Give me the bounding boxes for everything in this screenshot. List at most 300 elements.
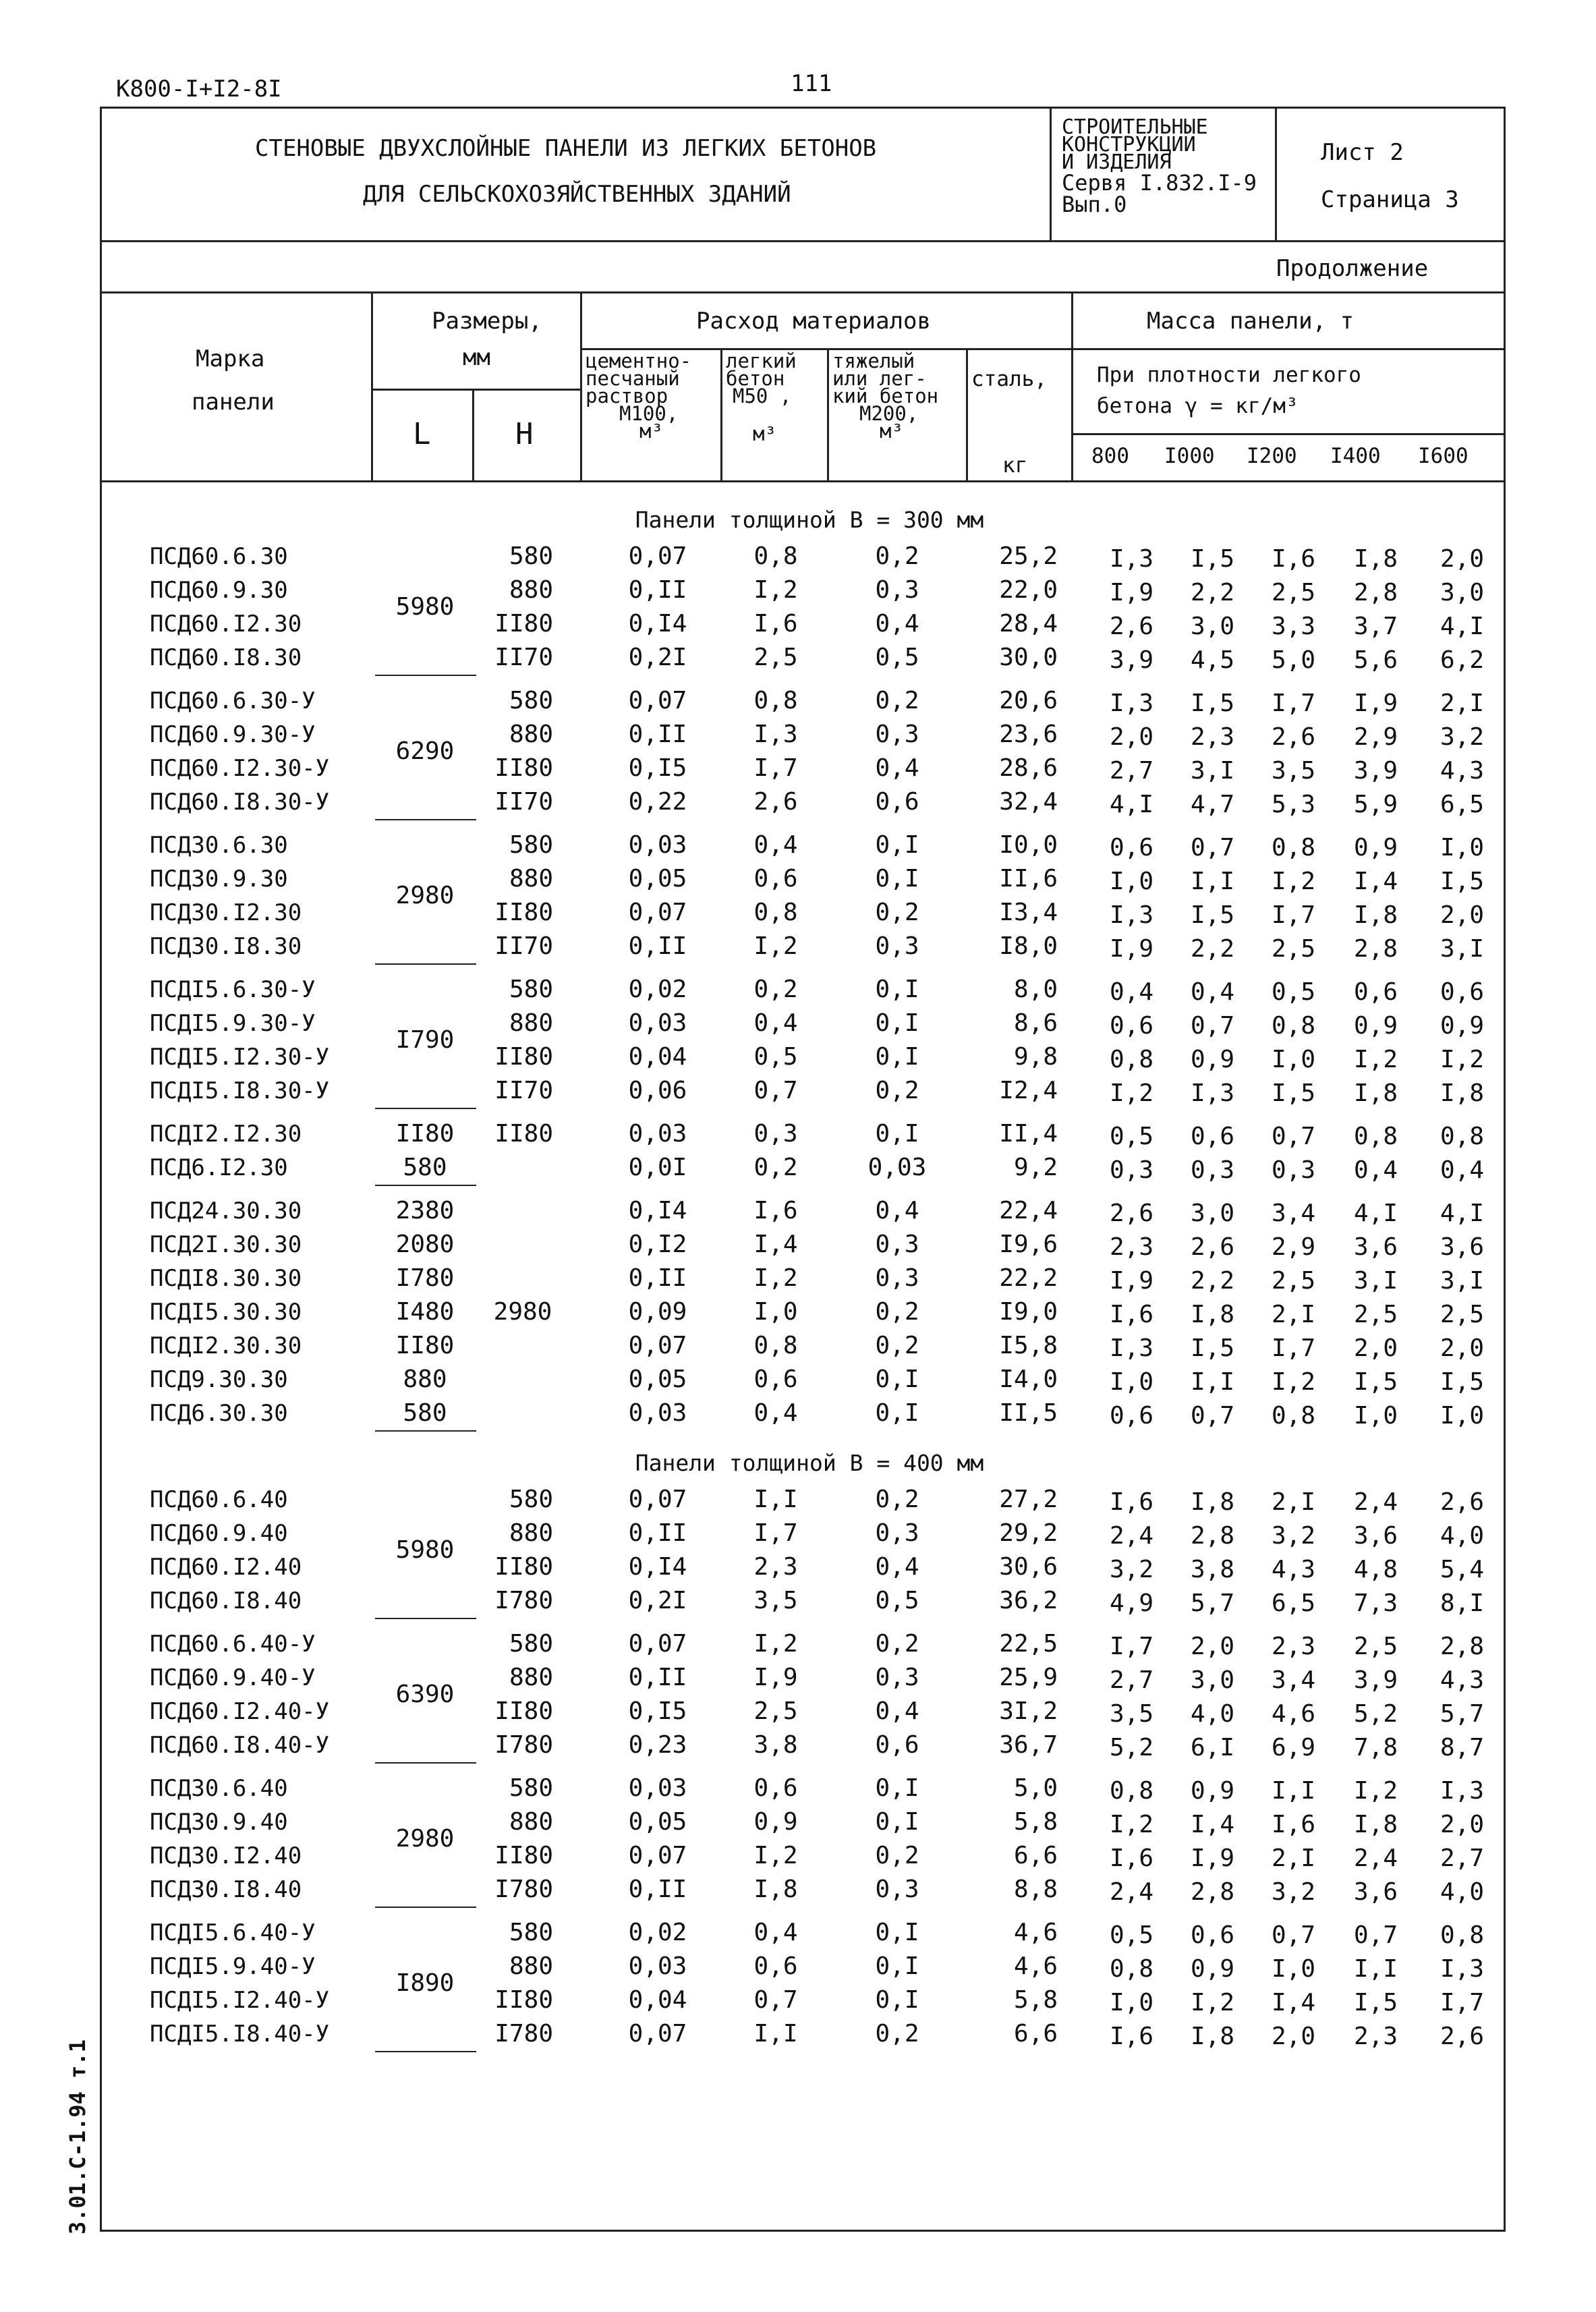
mass-value: 4,3 [1440, 757, 1484, 785]
material-value: 0,04 [628, 1043, 687, 1071]
mass-value: I,9 [1190, 1844, 1234, 1872]
material-value: 0,6 [753, 1774, 798, 1802]
material-value: 0,03 [628, 1399, 687, 1427]
material-value: 0,I5 [628, 1697, 687, 1725]
mass-value: 5,0 [1271, 646, 1315, 674]
header-H: H [515, 417, 534, 451]
mass-value: 0,6 [1440, 978, 1484, 1006]
header-steel-unit: кг [1002, 453, 1028, 478]
material-value: I,2 [753, 576, 798, 604]
mass-value: 6,I [1190, 1734, 1234, 1761]
height-value: 880 [509, 865, 553, 893]
height-value: 880 [509, 1808, 553, 1836]
material-value: 2,5 [753, 1697, 798, 1725]
material-value: 5,0 [1013, 1774, 1058, 1802]
mass-value: I,0 [1109, 1989, 1153, 2017]
header-sub-line-2 [371, 389, 580, 391]
mass-value: 7,8 [1353, 1734, 1398, 1761]
mass-value: 0,5 [1271, 978, 1315, 1006]
material-value: 0,II [628, 1876, 687, 1903]
material-value: 5,8 [1013, 1986, 1058, 2014]
material-value: 0,07 [628, 1332, 687, 1359]
mass-value: 2,5 [1271, 1267, 1315, 1295]
header-cement-line: песчаный [586, 367, 680, 390]
material-value: 20,6 [999, 687, 1058, 714]
mass-value: 0,4 [1109, 978, 1153, 1006]
mass-value: 2,0 [1440, 901, 1484, 929]
mass-value: 5,6 [1353, 646, 1398, 674]
mass-value: 0,4 [1440, 1156, 1484, 1184]
group-separator [375, 963, 476, 965]
material-value: I3,4 [999, 899, 1058, 926]
material-value: 0,8 [753, 542, 798, 570]
mass-value: 8,I [1440, 1589, 1484, 1617]
mass-value: I,3 [1109, 901, 1153, 929]
height-value: II70 [494, 1077, 553, 1104]
mass-value: 4,3 [1271, 1556, 1315, 1583]
mass-value: I,5 [1190, 1334, 1234, 1362]
material-value: I0,0 [999, 831, 1058, 859]
mass-value: 2,5 [1353, 1633, 1398, 1660]
material-value: 0,8 [753, 687, 798, 714]
mass-value: 2,I [1271, 1301, 1315, 1328]
mass-value: 0,6 [1109, 1402, 1153, 1430]
material-value: 0,6 [753, 1952, 798, 1980]
mass-value: 2,7 [1440, 1844, 1484, 1872]
material-value: 0,03 [628, 1009, 687, 1037]
panel-mark: ПСДI5.9.30-У [150, 1010, 316, 1037]
header-dens-800: 800 [1091, 444, 1129, 468]
mass-value: I,7 [1109, 1633, 1153, 1660]
material-value: 0,II [628, 1519, 687, 1547]
mass-value: I,3 [1440, 1777, 1484, 1805]
panel-mark: ПСД30.I8.30 [150, 933, 302, 960]
col-line-L [472, 389, 474, 480]
mass-value: 2,4 [1353, 1488, 1398, 1516]
material-value: 0,04 [628, 1986, 687, 2014]
height-value: I780 [494, 1731, 553, 1759]
panel-mark: ПСД2I.30.30 [150, 1231, 302, 1258]
mass-value: 2,I [1271, 1488, 1315, 1516]
material-value: I,3 [753, 721, 798, 748]
length-value: I780 [395, 1264, 455, 1292]
height-value: I780 [494, 1876, 553, 1903]
mass-value: I,I [1271, 1777, 1315, 1805]
material-value: 0,07 [628, 687, 687, 714]
height-value: II80 [494, 1697, 553, 1725]
mass-value: I,7 [1440, 1989, 1484, 2017]
mass-value: I,4 [1353, 868, 1398, 895]
mass-value: I,I [1353, 1955, 1398, 1983]
mass-value: 2,7 [1109, 1666, 1153, 1694]
material-value: I4,0 [999, 1365, 1058, 1393]
material-value: 0,2 [875, 1332, 919, 1359]
material-value: II,6 [999, 865, 1058, 893]
material-value: 0,I [875, 1009, 919, 1037]
header-light-line: м³ [753, 422, 776, 445]
mass-value: I,2 [1109, 1811, 1153, 1838]
mass-value: I,4 [1190, 1811, 1234, 1838]
material-value: 0,02 [628, 976, 687, 1003]
panel-mark: ПСД60.9.30 [150, 577, 288, 604]
mass-value: I,6 [1109, 2023, 1153, 2050]
mass-value: 5,2 [1353, 1700, 1398, 1728]
panel-mark: ПСДI5.I2.40-У [150, 1987, 330, 2014]
mass-value: I,4 [1271, 1989, 1315, 2017]
material-value: 0,07 [628, 1486, 687, 1513]
material-value: I9,0 [999, 1298, 1058, 1326]
mass-value: 4,3 [1440, 1666, 1484, 1694]
mass-value: I,5 [1440, 868, 1484, 895]
material-value: 0,05 [628, 865, 687, 893]
material-value: I,2 [753, 932, 798, 960]
length-value: 580 [403, 1399, 447, 1427]
material-value: 0,2 [875, 1077, 919, 1104]
series-line: Вып.0 [1062, 192, 1127, 217]
group-length: 2980 [395, 1825, 455, 1853]
material-value: 0,I [875, 1919, 919, 1946]
mass-value: 3,0 [1190, 1200, 1234, 1227]
mass-value: I,9 [1109, 1267, 1153, 1295]
mass-value: I,I [1190, 1368, 1234, 1396]
mass-value: I,3 [1109, 1334, 1153, 1362]
header-light-line: М50 , [733, 385, 792, 407]
group-separator [375, 819, 476, 820]
material-value: 0,03 [628, 831, 687, 859]
mass-value: 2,4 [1109, 1878, 1153, 1906]
mass-value: I,2 [1190, 1989, 1234, 2017]
material-value: 0,07 [628, 2020, 687, 2048]
material-value: 36,7 [999, 1731, 1058, 1759]
col-line-mark [371, 291, 373, 480]
mass-value: 0,9 [1353, 834, 1398, 862]
mass-value: 2,4 [1353, 1844, 1398, 1872]
mass-value: 5,7 [1440, 1700, 1484, 1728]
material-value: 2,6 [753, 788, 798, 816]
header-cement-line: м³ [639, 420, 663, 443]
length-value: I480 [395, 1298, 455, 1326]
group-separator [375, 1762, 476, 1764]
col-line-H [580, 291, 582, 480]
material-value: 0,2 [875, 899, 919, 926]
panel-mark: ПСД24.30.30 [150, 1197, 302, 1224]
material-value: 0,I [875, 1120, 919, 1148]
header-cement-line: цементно- [586, 349, 692, 372]
panel-mark: ПСДI5.I8.40-У [150, 2021, 330, 2048]
panel-mark: ПСД60.I8.40 [150, 1587, 302, 1614]
header-heavy-line: м³ [880, 420, 903, 443]
mass-value: 4,7 [1190, 791, 1234, 818]
material-value: 0,I [875, 831, 919, 859]
material-value: 29,2 [999, 1519, 1058, 1547]
material-value: 0,4 [875, 1553, 919, 1581]
mass-value: I,5 [1190, 901, 1234, 929]
mass-value: 0,7 [1271, 1123, 1315, 1150]
mass-value: 0,6 [1190, 1921, 1234, 1949]
material-value: 0,I [875, 1774, 919, 1802]
header-density-1: При плотности легкого [1097, 363, 1361, 387]
mass-value: 0,8 [1440, 1921, 1484, 1949]
col-line-cement [720, 348, 722, 480]
panel-mark: ПСДI5.6.40-У [150, 1919, 316, 1946]
height-value: 580 [509, 831, 553, 859]
continued-label: Продолжение [1276, 255, 1429, 282]
material-value: I,7 [753, 754, 798, 782]
material-value: 9,8 [1013, 1043, 1058, 1071]
mass-value: 3,6 [1353, 1878, 1398, 1906]
mass-value: I,8 [1353, 1079, 1398, 1107]
mass-value: I,9 [1109, 579, 1153, 607]
header-sizes-unit: мм [463, 344, 490, 371]
mass-value: 2,8 [1353, 935, 1398, 963]
material-value: 0,07 [628, 1842, 687, 1869]
height-value: 580 [509, 976, 553, 1003]
mass-value: 2,3 [1271, 1633, 1315, 1660]
mass-value: 0,6 [1353, 978, 1398, 1006]
height-value: II80 [494, 754, 553, 782]
material-value: 0,2I [628, 644, 687, 671]
mass-value: I,8 [1190, 2023, 1234, 2050]
mass-value: 2,2 [1190, 1267, 1234, 1295]
panel-mark: ПСД60.I2.30 [150, 611, 302, 638]
mass-value: 0,7 [1190, 1012, 1234, 1040]
mass-value: 3,6 [1353, 1233, 1398, 1261]
mass-value: 0,7 [1271, 1921, 1315, 1949]
group-length: I890 [395, 1969, 455, 1997]
header-light-line: легкий [726, 349, 797, 372]
material-value: 32,4 [999, 788, 1058, 816]
panel-mark: ПСД60.I8.30-У [150, 789, 330, 816]
height-value: 880 [509, 1519, 553, 1547]
material-value: 0,I [875, 1399, 919, 1427]
group-separator [375, 675, 476, 676]
panel-mark: ПСД60.6.30-У [150, 687, 316, 714]
group-length: 2980 [395, 882, 455, 909]
mass-value: 0,8 [1109, 1046, 1153, 1073]
material-value: 8,8 [1013, 1876, 1058, 1903]
material-value: 23,6 [999, 721, 1058, 748]
series-line: СТРОИТЕЛЬНЫЕ [1062, 115, 1208, 139]
material-value: 0,2 [875, 687, 919, 714]
group-length: 6290 [395, 737, 455, 765]
mass-value: 3,4 [1271, 1200, 1315, 1227]
panel-mark: ПСД30.9.40 [150, 1809, 288, 1836]
mass-value: 0,8 [1109, 1955, 1153, 1983]
mass-value: I,2 [1271, 868, 1315, 895]
header-heavy [832, 349, 939, 443]
height-value: 580 [509, 542, 553, 570]
material-value: 0,07 [628, 1630, 687, 1658]
mass-value: 2,I [1271, 1844, 1315, 1872]
material-value: 25,9 [999, 1664, 1058, 1691]
group-separator [375, 1430, 476, 1432]
header-L: L [413, 417, 431, 451]
mass-value: I,7 [1271, 901, 1315, 929]
header-mark-1: Марка [196, 345, 265, 372]
header-heavy-line: тяжелый [832, 349, 915, 372]
height-value: II80 [494, 1986, 553, 2014]
mass-value: 3,7 [1353, 613, 1398, 640]
mass-value: 2,0 [1271, 2023, 1315, 2050]
mass-value: 3,I [1440, 1267, 1484, 1295]
material-value: 0,I4 [628, 1197, 687, 1224]
height-value: II70 [494, 932, 553, 960]
group-length: 6390 [395, 1681, 455, 1708]
mass-value: 0,7 [1190, 1402, 1234, 1430]
mass-value: 4,5 [1190, 646, 1234, 674]
mass-value: I,9 [1353, 689, 1398, 717]
mass-value: I,2 [1109, 1079, 1153, 1107]
panel-mark: ПСД60.6.30 [150, 543, 288, 570]
mass-value: 0,9 [1190, 1777, 1234, 1805]
title-divider-1 [1050, 107, 1052, 242]
mass-value: 2,0 [1440, 1811, 1484, 1838]
material-value: 0,I4 [628, 610, 687, 638]
group-separator [375, 1108, 476, 1109]
material-value: 0,07 [628, 899, 687, 926]
material-value: 6,6 [1013, 1842, 1058, 1869]
mass-value: 4,I [1109, 791, 1153, 818]
mass-value: 3,0 [1440, 579, 1484, 607]
mass-value: 2,0 [1190, 1633, 1234, 1660]
mass-value: 0,9 [1440, 1012, 1484, 1040]
group-height: 2980 [493, 1298, 552, 1326]
mass-value: 3,0 [1190, 1666, 1234, 1694]
mass-value: I,0 [1440, 834, 1484, 862]
mass-value: 6,5 [1440, 791, 1484, 818]
mass-value: I,0 [1109, 1368, 1153, 1396]
material-value: 0,3 [875, 932, 919, 960]
length-value: 580 [403, 1154, 447, 1181]
mass-value: I,5 [1353, 1368, 1398, 1396]
document-code: К800-I+I2-8I [116, 76, 282, 103]
height-value: II80 [494, 1043, 553, 1071]
material-value: 0,2 [875, 1630, 919, 1658]
page-number: 111 [791, 70, 832, 97]
mass-value: 2,2 [1190, 935, 1234, 963]
mass-value: 3,4 [1271, 1666, 1315, 1694]
title-block-bottom-line [100, 240, 1506, 242]
material-value: 0,0I [628, 1154, 687, 1181]
mass-value: I,2 [1353, 1777, 1398, 1805]
length-value: 2080 [395, 1231, 455, 1258]
header-light [726, 349, 797, 445]
material-value: 0,6 [875, 788, 919, 816]
mass-value: 0,4 [1353, 1156, 1398, 1184]
material-value: 0,4 [875, 1197, 919, 1224]
mass-value: 0,6 [1109, 834, 1153, 862]
mass-value: 0,3 [1271, 1156, 1315, 1184]
material-value: 0,I [875, 1808, 919, 1836]
material-value: I,I [753, 2020, 798, 2048]
material-value: 0,I [875, 865, 919, 893]
material-value: 0,07 [628, 542, 687, 570]
mass-value: 0,3 [1190, 1156, 1234, 1184]
mass-value: 3,2 [1271, 1878, 1315, 1906]
mass-value: 5,9 [1353, 791, 1398, 818]
header-bottom-line [100, 480, 1506, 482]
mass-value: 4,0 [1440, 1522, 1484, 1550]
mass-value: I,8 [1190, 1301, 1234, 1328]
material-value: 30,6 [999, 1553, 1058, 1581]
panel-mark: ПСД30.I2.30 [150, 899, 302, 926]
material-value: 0,9 [753, 1808, 798, 1836]
material-value: 0,II [628, 721, 687, 748]
header-heavy-line: или лег- [832, 367, 927, 390]
mass-value: I,5 [1271, 1079, 1315, 1107]
material-value: 0,2 [875, 1298, 919, 1326]
mass-value: 3,5 [1271, 757, 1315, 785]
mass-value: 5,4 [1440, 1556, 1484, 1583]
mass-value: 2,6 [1440, 1488, 1484, 1516]
height-value: II80 [494, 1120, 553, 1148]
mass-value: 2,0 [1440, 545, 1484, 573]
mass-value: I,8 [1190, 1488, 1234, 1516]
mass-value: 0,5 [1109, 1921, 1153, 1949]
material-value: II,4 [999, 1120, 1058, 1148]
material-value: 0,I5 [628, 754, 687, 782]
mass-value: 0,4 [1190, 978, 1234, 1006]
mass-value: I,6 [1109, 1301, 1153, 1328]
material-value: 0,I [875, 1365, 919, 1393]
group-separator [375, 1618, 476, 1619]
mass-value: I,7 [1271, 689, 1315, 717]
material-value: 0,3 [875, 1519, 919, 1547]
sheet-label: Лист 2 [1321, 139, 1404, 166]
series-line: И ИЗДЕЛИЯ [1062, 150, 1172, 174]
mass-value: 4,I [1440, 613, 1484, 640]
mass-value: 6,5 [1271, 1589, 1315, 1617]
mass-value: I,8 [1353, 1811, 1398, 1838]
material-value: 3,5 [753, 1587, 798, 1614]
height-value: I780 [494, 2020, 553, 2048]
header-heavy-line: кий бетон [832, 385, 939, 407]
mass-value: I,8 [1353, 901, 1398, 929]
material-value: 0,3 [875, 1664, 919, 1691]
panel-mark: ПСД60.9.40-У [150, 1664, 316, 1691]
group-length: 5980 [395, 593, 455, 621]
material-value: 27,2 [999, 1486, 1058, 1513]
material-value: 0,4 [753, 831, 798, 859]
panel-mark: ПСД60.6.40 [150, 1486, 288, 1513]
material-value: 0,4 [875, 754, 919, 782]
material-value: I,9 [753, 1664, 798, 1691]
material-value: 0,I [875, 1043, 919, 1071]
material-value: 0,II [628, 1264, 687, 1292]
material-value: 0,6 [753, 865, 798, 893]
mass-value: 0,8 [1109, 1777, 1153, 1805]
panel-mark: ПСД60.I8.40-У [150, 1732, 330, 1759]
mass-value: 3,9 [1353, 1666, 1398, 1694]
material-value: 0,II [628, 576, 687, 604]
mass-value: 2,2 [1190, 579, 1234, 607]
material-value: 0,8 [753, 1332, 798, 1359]
mass-value: 5,3 [1271, 791, 1315, 818]
height-value: I780 [494, 1587, 553, 1614]
mass-value: 0,3 [1109, 1156, 1153, 1184]
mass-value: I,5 [1190, 545, 1234, 573]
mass-value: 2,5 [1440, 1301, 1484, 1328]
mass-value: I,0 [1440, 1402, 1484, 1430]
mass-value: I,6 [1271, 545, 1315, 573]
material-value: 0,03 [628, 1120, 687, 1148]
mass-value: 3,2 [1271, 1522, 1315, 1550]
material-value: 0,09 [628, 1298, 687, 1326]
material-value: I2,4 [999, 1077, 1058, 1104]
panel-mark: ПСДI5.6.30-У [150, 976, 316, 1003]
header-dens-1200: I200 [1247, 444, 1297, 468]
mass-value: 2,9 [1353, 723, 1398, 751]
